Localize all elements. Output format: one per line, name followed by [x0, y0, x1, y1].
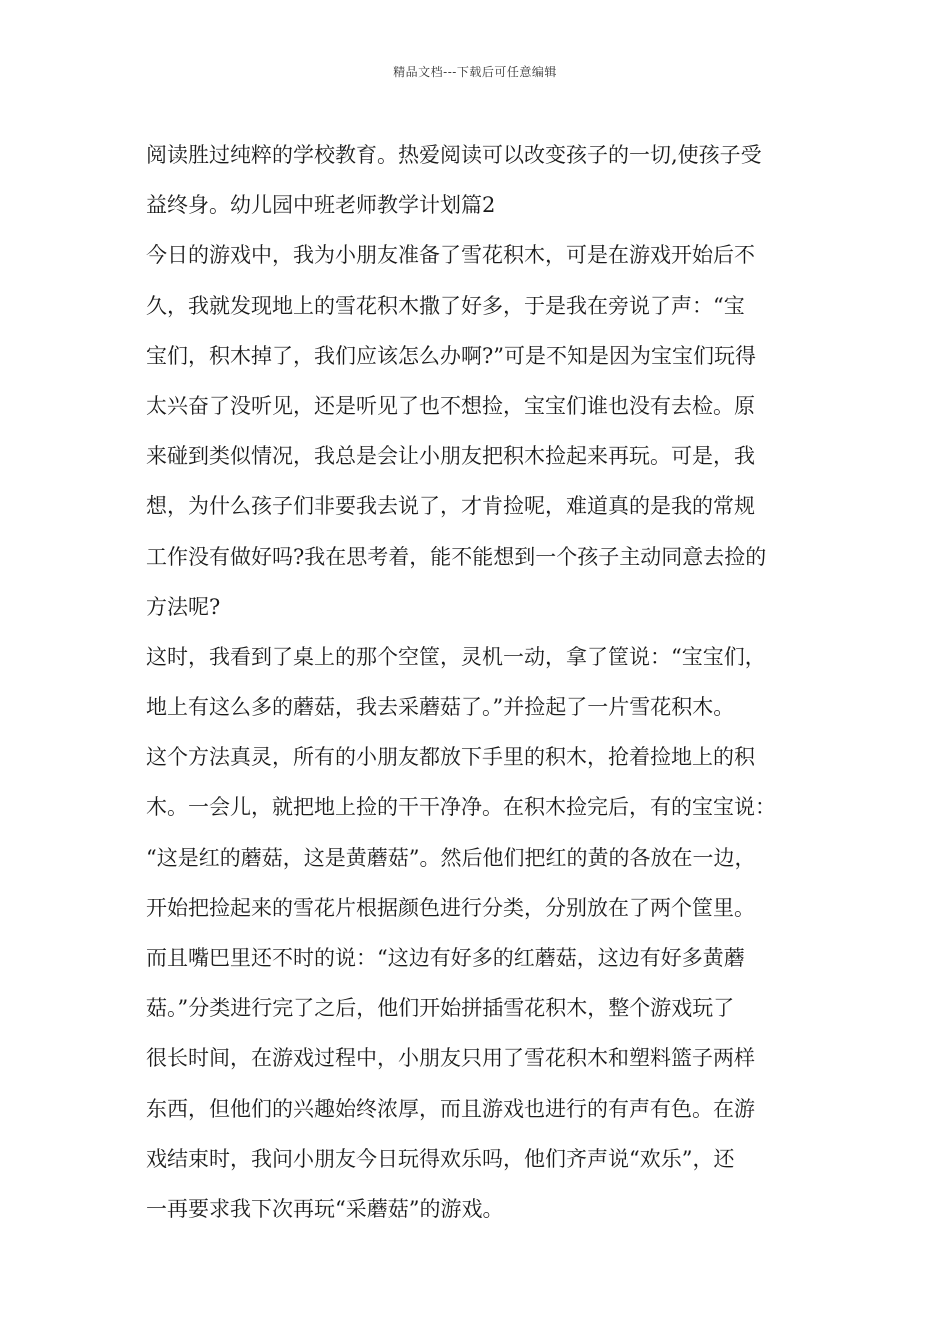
text-line: 一再要求我下次再玩“采蘑菇”的游戏。: [146, 1196, 504, 1221]
text-line: 太兴奋了没听见，还是听见了也不想捡，宝宝们谁也没有去检。原: [146, 393, 755, 418]
text-line: 宝们，积木掉了，我们应该怎么办啊?”可是不知是因为宝宝们玩得: [146, 343, 756, 368]
text-line: 阅读胜过纯粹的学校教育。热爱阅读可以改变孩子的一切,使孩子受: [146, 143, 762, 167]
text-line: 而且嘴巴里还不时的说：“这边有好多的红蘑菇，这边有好多黄蘑: [146, 946, 745, 970]
text-line: 开始把捡起来的雪花片根据颜色进行分类，分别放在了两个筐里。: [146, 895, 755, 920]
text-line: 很长时间，在游戏过程中，小朋友只用了雪花积木和塑料篮子两样: [146, 1046, 755, 1071]
text-line: 方法呢?: [146, 594, 221, 619]
text-line: 戏结束时，我问小朋友今日玩得欢乐吗，他们齐声说“欢乐”，还: [146, 1146, 735, 1171]
text-line: “这是红的蘑菇，这是黄蘑菇”。然后他们把红的黄的各放在一边，: [146, 845, 756, 870]
text-line: 益终身。幼儿园中班老师教学计划篇2: [146, 193, 496, 218]
text-line: 菇。”分类进行完了之后，他们开始拼插雪花积木，整个游戏玩了: [146, 996, 735, 1021]
text-line: 这个方法真灵，所有的小朋友都放下手里的积木，抢着捡地上的积: [146, 745, 755, 770]
page-header: 精品文档---下载后可任意编辑: [393, 65, 557, 79]
text-line: 今日的游戏中，我为小朋友准备了雪花积木，可是在游戏开始后不: [146, 243, 755, 268]
text-line: 久，我就发现地上的雪花积木撒了好多，于是我在旁说了声：“宝: [146, 293, 745, 318]
text-line: 来碰到类似情况，我总是会让小朋友把积木捡起来再玩。可是，我: [146, 444, 755, 469]
text-line: 地上有这么多的蘑菇，我去采蘑菇了。”并捡起了一片雪花积木。: [146, 695, 735, 720]
text-line: 木。一会儿，就把地上捡的干干净净。在积木捡完后，有的宝宝说：: [146, 795, 776, 820]
text-line: 东西，但他们的兴趣始终浓厚，而且游戏也进行的有声有色。在游: [146, 1096, 755, 1121]
document-body: [146, 130, 826, 1234]
text-line: 想，为什么孩子们非要我去说了，才肯捡呢，难道真的是我的常规: [146, 494, 755, 519]
text-line: 这时，我看到了桌上的那个空筐，灵机一动，拿了筐说：“宝宝们，: [146, 644, 766, 669]
text-line: 工作没有做好吗?我在思考着，能不能想到一个孩子主动同意去捡的: [146, 544, 767, 569]
